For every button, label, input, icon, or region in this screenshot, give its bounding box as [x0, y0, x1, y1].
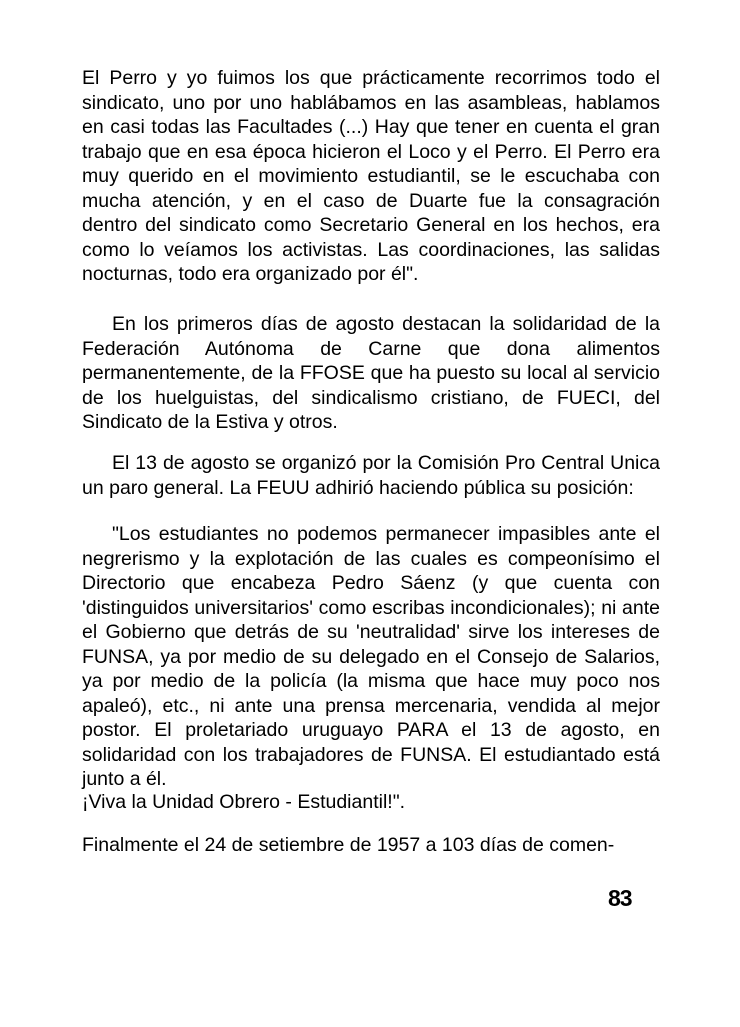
paragraph-viva: ¡Viva la Unidad Obrero - Estudiantil!".	[82, 791, 406, 813]
paragraph-quote-intro: El Perro y yo fuimos los que prácticamente recorrimos todo el sindicato, uno por uno hablábamos en las asambleas, hablamos en casi todas las Facultades (...) Hay que tener en cuenta el gran trabajo que en esa época hicieron el Loco y el Perro. El Perro era muy querido en el movimiento estudiantil, se le escuchaba con mucha atención, y en el caso de Duarte fue la consagración dentro del sindicato como Secretario General en los hechos, era como lo veíamos los activistas. Las coordinaciones, las salidas nocturnas, todo era organizado por él".	[82, 67, 660, 285]
paragraph-feuu-statement: "Los estudiantes no podemos permanecer impasibles ante el negrerismo y la explotación de las cuales es compeonísimo el Directorio que encabeza Pedro Sáenz (y que cuenta con 'distinguidos universitarios' como escribas incondicionales); ni ante el Gobierno que detrás de su 'neutralidad' sirve los intereses de FUNSA, ya por medio de su delegado en el Consejo de Salarios, ya por medio de la policía (la misma que hace muy poco nos apaleó), etc., ni ante una prensa mercenaria, vendida al mejor postor. El proletariado uruguayo PARA el 13 de agosto, en solidaridad con los trabajadores de FUNSA. El estudiantado está junto a él.	[82, 523, 660, 790]
page-number: 83	[608, 885, 632, 911]
paragraph-paro: El 13 de agosto se organizó por la Comisión Pro Central Unica un paro general. La FEUU adhirió haciendo pública su posición:	[82, 452, 660, 499]
paragraph-final: Finalmente el 24 de setiembre de 1957 a 103 días de comen-	[82, 834, 615, 856]
paragraph-agosto: En los primeros días de agosto destacan la solidaridad de la Federación Autónoma de Carne que dona alimentos permanentemente, de la FFOSE que ha puesto su local al servicio de los huelguistas, del sindicalismo cristiano, de FUECI, del Sindicato de la Estiva y otros.	[82, 313, 660, 433]
